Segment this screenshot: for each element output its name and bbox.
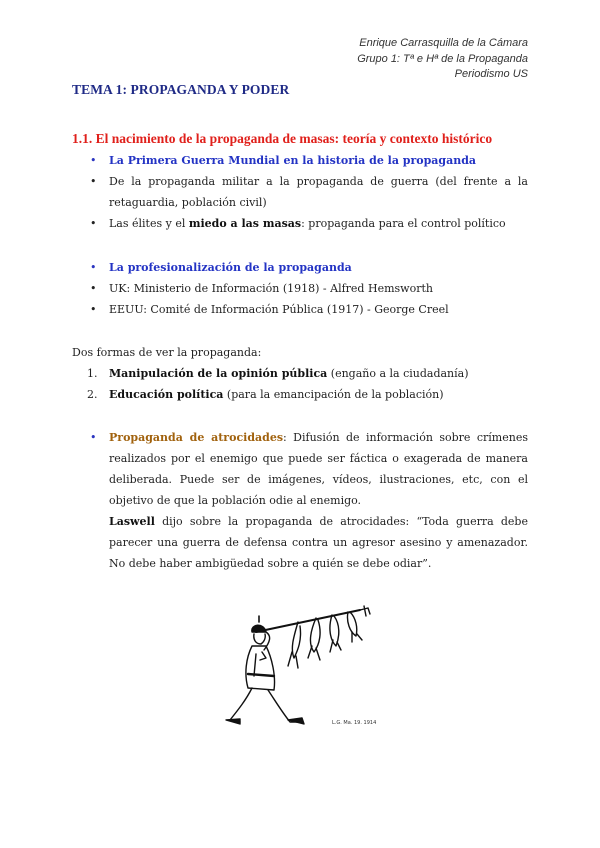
atrocities-label: Propaganda de atrocidades <box>109 431 284 444</box>
document-title: TEMA 1: PROPAGANDA Y PODER <box>72 82 290 97</box>
group-name: Grupo 1: Tª e Hª de la Propaganda <box>357 52 528 65</box>
propaganda-intro: Dos formas de ver la propaganda: <box>72 346 262 359</box>
list-item: 1. Manipulación de la opinión pública (engaño a la ciudadanía) <box>87 367 469 380</box>
list-item: • De la propaganda militar a la propaganda de guerra (del frente a la retaguardia, población civil) <box>72 171 528 213</box>
atrocities-block <box>72 427 528 574</box>
course-name: Periodismo US <box>454 68 528 80</box>
list-item: 2. Educación política (para la emancipación de la población) <box>87 388 444 401</box>
numbered-list <box>72 363 528 405</box>
bullet-list-1 <box>72 150 528 234</box>
list-item: • Las élites y el miedo a las masas: propaganda para el control político <box>72 213 528 234</box>
section-heading: 1.1. El nacimiento de la propaganda de masas: teoría y contexto histórico <box>72 131 493 146</box>
list-item: • Propaganda de atrocidades: Difusión de información sobre crímenes realizados por el enemigo que puede ser fáctica o exagerada de manera deliberada. Puede ser de imágenes, vídeos, ilustraciones, etc, con el objetivo de que la población odie al enemigo. Laswell dijo sobre la propaganda de atrocidades: “Toda guerra debe parecer una guerra de defensa contra un agresor asesino y amenazador. No debe haber ambigüedad sobre a quién se debe odiar”. <box>72 427 528 574</box>
soldier-illustration <box>220 596 390 741</box>
page-header <box>357 36 528 83</box>
list-item: • La profesionalización de la propaganda <box>72 257 528 278</box>
illustration-signature: L.G. Ma. 19. 1914 <box>332 720 377 726</box>
list-item: • EEUU: Comité de Información Pública (1917) - George Creel <box>72 299 528 320</box>
list-item: • UK: Ministerio de Información (1918) - Alfred Hemsworth <box>72 278 528 299</box>
quote: Laswell dijo sobre la propaganda de atrocidades: “Toda guerra debe parecer una guerra de defensa contra un agresor asesino y amenazador. No debe haber ambigüedad sobre a quién se debe odiar”. <box>109 515 528 570</box>
list-item: • La Primera Guerra Mundial en la historia de la propaganda <box>72 150 528 171</box>
author-name: Enrique Carrasquilla de la Cámara <box>359 37 528 49</box>
bullet-list-2 <box>72 257 528 320</box>
